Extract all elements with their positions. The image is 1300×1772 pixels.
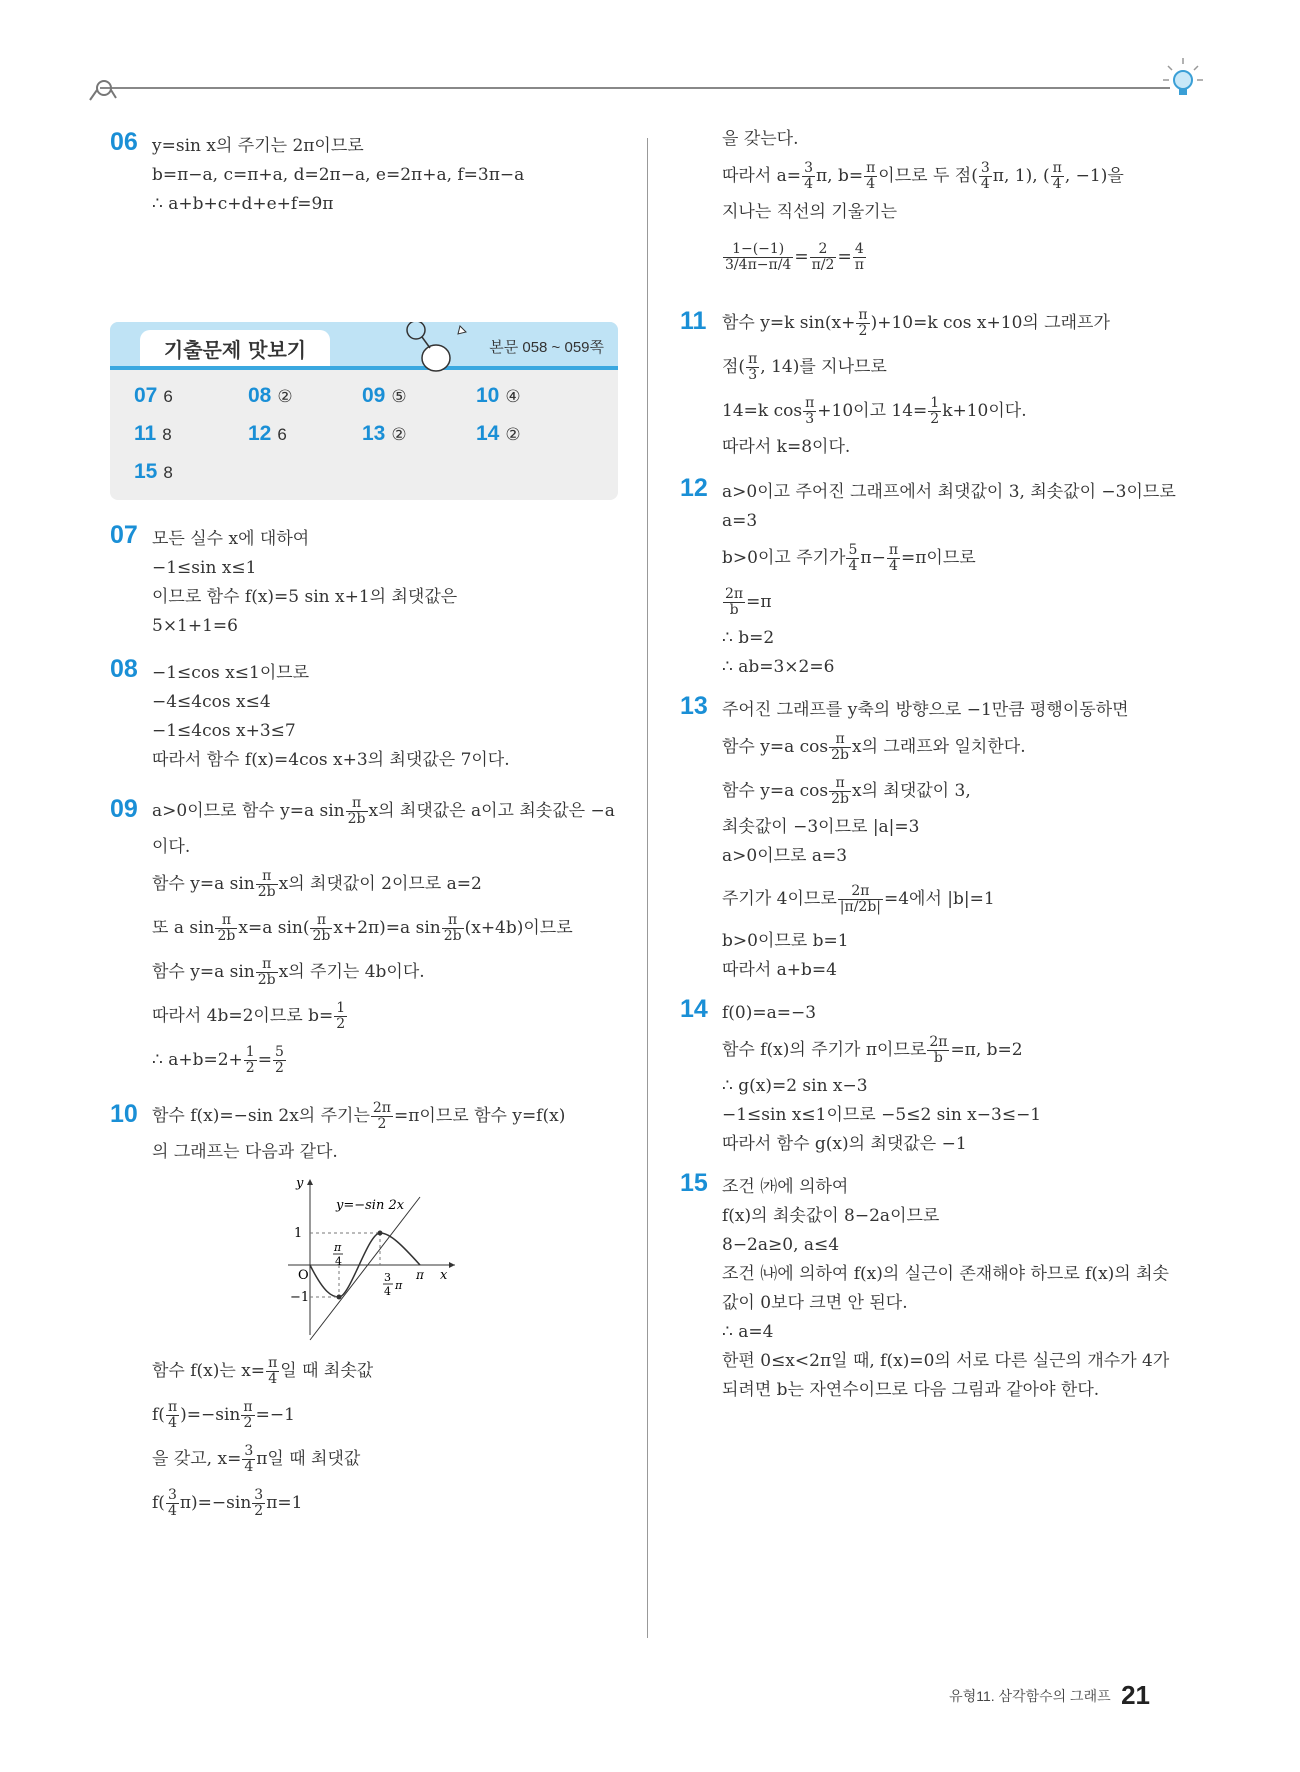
answer-item: 15 8	[134, 460, 173, 483]
answer-item: 09 ⑤	[362, 384, 407, 407]
tick-pi: π	[416, 1268, 424, 1282]
solution-line: 함수 f(x)의 주기가 π이므로 $\frac{2\pi}{b}$ =π, b=2	[722, 1034, 1023, 1066]
solution-line: a>0이고 주어진 그래프에서 최댓값이 3, 최솟값이 −3이므로	[722, 482, 1176, 502]
solution-line: ∴ ab=3×2=6	[722, 657, 835, 677]
solution-line: ∴ b=2	[722, 628, 775, 648]
problem-08	[110, 655, 620, 775]
solution-line: 또 a sin $\frac{\pi}{2b}$ x=a sin( $\frac{\pi}{2b}$ x+2π)=a sin $\frac{\pi}{2b}$ (x+4b)이므로	[152, 912, 573, 944]
point-min	[337, 1295, 342, 1300]
problem-number: 13	[680, 692, 708, 720]
answer-box-title: 기출문제 맛보기	[140, 330, 330, 368]
solution-line: 이다.	[152, 837, 191, 857]
problem-09	[110, 789, 620, 1082]
solution-line: a=3	[722, 511, 758, 531]
ribbon-icon	[90, 81, 116, 100]
problem-13	[680, 692, 1200, 985]
solution-line: 따라서 4b=2이므로 b= $\frac{1}{2}$	[152, 1000, 346, 1032]
solution-line: 5×1+1=6	[152, 616, 238, 636]
y-axis-arrow	[307, 1179, 313, 1185]
answer-item: 12 6	[248, 422, 287, 445]
solution-line: b=π−a, c=π+a, d=2π−a, e=2π+a, f=3π−a	[152, 165, 525, 185]
solution-line: 함수 y=k sin(x+ $\frac{\pi}{2}$ )+10=k cos x+10의 그래프가	[722, 307, 1110, 339]
problem-number: 08	[110, 655, 138, 683]
solution-line: 을 갖는다.	[722, 129, 799, 149]
solution-line: b>0이므로 b=1	[722, 931, 849, 951]
tick-y-1: 1	[294, 1226, 303, 1241]
problem-06	[110, 128, 620, 231]
answer-item: 10 ④	[476, 384, 521, 407]
solution-line: 함수 y=a cos $\frac{\pi}{2b}$ x의 최댓값이 3,	[722, 775, 971, 807]
solution-line: 함수 f(x)는 x= $\frac{\pi}{4}$ 일 때 최솟값	[152, 1355, 374, 1387]
answer-item: 08 ②	[248, 384, 293, 407]
solution-line: 함수 y=a sin $\frac{\pi}{2b}$ x의 최댓값이 2이므로 a=2	[152, 868, 482, 900]
problem-number: 09	[110, 795, 138, 823]
problem-number: 07	[110, 521, 138, 549]
column-divider	[647, 138, 648, 1638]
solution-line: 따라서 함수 f(x)=4cos x+3의 최댓값은 7이다.	[152, 750, 510, 770]
x-axis-arrow	[449, 1262, 455, 1268]
curve-label: y=−sin 2x	[336, 1198, 405, 1213]
answer-box	[110, 322, 618, 500]
problem-number: 15	[680, 1169, 708, 1197]
solution-line: f( $\frac{3}{4}$ π)=−sin $\frac{3}{2}$ π=1	[152, 1487, 303, 1519]
solution-line: 한편 0≤x<2π일 때, f(x)=0의 서로 다른 실근의 개수가 4가	[722, 1351, 1170, 1371]
tick-3pi4-den: 4	[384, 1285, 391, 1298]
solution-line: 따라서 함수 g(x)의 최댓값은 −1	[722, 1134, 967, 1154]
point-max	[378, 1231, 383, 1236]
solution-line: 주기가 4이므로 $\frac{2\pi}{|\pi/2b|}$ =4에서 |b|=1	[722, 883, 995, 915]
solution-line: −1≤sin x≤1	[152, 558, 257, 578]
left-column	[110, 521, 620, 1537]
x-axis-label: x	[440, 1268, 448, 1283]
page-footer	[949, 1680, 1150, 1711]
solution-line: −1≤cos x≤1이므로	[152, 663, 310, 683]
problem-15	[680, 1169, 1200, 1405]
solution-line: 지나는 직선의 기울기는	[722, 202, 898, 222]
solution-line: 되려면 b는 자연수이므로 다음 그림과 같아야 한다.	[722, 1380, 1100, 1400]
solution-line: −1≤sin x≤1이므로 −5≤2 sin x−3≤−1	[722, 1105, 1042, 1125]
solution-line: f(x)의 최솟값이 8−2a이므로	[722, 1206, 940, 1226]
solution-line: 함수 y=a sin $\frac{\pi}{2b}$ x의 주기는 4b이다.	[152, 956, 425, 988]
answer-box-bar	[110, 366, 618, 370]
slope-equation: $\frac{1-(-1)}{3/4\pi-\pi/4}$ = $\frac{2}{\pi/2}$ = $\frac{4}{\pi}$	[725, 241, 864, 273]
solution-line: 의 그래프는 다음과 같다.	[152, 1142, 338, 1162]
tick-y-neg1: −1	[290, 1290, 310, 1305]
solution-line: 점( $\frac{\pi}{3}$ , 14)를 지나므로	[722, 351, 887, 383]
tick-3pi4-pi: π	[395, 1279, 403, 1292]
solution-line: ∴ g(x)=2 sin x−3	[722, 1076, 868, 1096]
problem-14	[680, 995, 1200, 1159]
solution-line: ∴ a+b+c+d+e+f=9π	[152, 194, 334, 214]
solution-line: 주어진 그래프를 y축의 방향으로 −1만큼 평행이동하면	[722, 700, 1129, 720]
answer-item: 14 ②	[476, 422, 521, 445]
problem-number: 06	[110, 128, 138, 156]
solution-line: 따라서 a= $\frac{3}{4}$ π, b= $\frac{\pi}{4}$ 이므로 두 점( $\frac{3}{4}$ π, 1), ( $\frac{\pi}{4}$ , −1)을	[722, 160, 1124, 192]
right-column	[680, 125, 1200, 1417]
solution-line: a>0이므로 a=3	[722, 846, 848, 866]
solution-line: 함수 f(x)=−sin 2x의 주기는 $\frac{2\pi}{2}$ =π이므로 함수 y=f(x)	[152, 1100, 566, 1132]
solution-line: 함수 y=a cos $\frac{\pi}{2b}$ x의 그래프와 일치한다.	[722, 731, 1026, 763]
problem-number: 14	[680, 995, 708, 1023]
lightbulb-icon	[1163, 58, 1203, 95]
page-number: 21	[1121, 1680, 1150, 1710]
solution-line: 조건 ㈏에 의하여 f(x)의 실근이 존재해야 하므로 f(x)의 최솟	[722, 1264, 1169, 1284]
solution-line: 값이 0보다 크면 안 된다.	[722, 1293, 908, 1313]
tick-pi4-num: π	[334, 1241, 342, 1254]
problem-number: 11	[680, 307, 707, 335]
solution-line: ∴ a+b=2+ $\frac{1}{2}$ = $\frac{5}{2}$	[152, 1044, 284, 1076]
solution-line: 모든 실수 x에 대하여	[152, 529, 310, 549]
problem-number: 12	[680, 474, 708, 502]
problem-11	[680, 301, 1200, 462]
answer-item: 07 6	[134, 384, 173, 407]
solution-line: a>0이므로 함수 y=a sin $\frac{\pi}{2b}$ x의 최댓값은 a이고 최솟값은 −a	[152, 795, 615, 827]
badminton-cat-icon	[402, 322, 482, 378]
solution-line: 이므로 함수 f(x)=5 sin x+1의 최댓값은	[152, 587, 458, 607]
solution-line: 따라서 a+b=4	[722, 960, 837, 980]
solution-line: −4≤4cos x≤4	[152, 692, 271, 712]
solution-line: 8−2a≥0, a≤4	[722, 1235, 840, 1255]
chapter-title: 유형11. 삼각함수의 그래프	[949, 1687, 1111, 1704]
answer-item: 13 ②	[362, 422, 407, 445]
solution-line: b>0이고 주기가 $\frac{5}{4}$ π− $\frac{\pi}{4}$ =π이므로	[722, 542, 976, 574]
solution-line: $\frac{2\pi}{b}$ =π	[725, 586, 772, 618]
solution-line: 을 갖고, x= $\frac{3}{4}$ π일 때 최댓값	[152, 1443, 361, 1475]
solution-line: 조건 ㈎에 의하여	[722, 1177, 849, 1197]
solution-line: 14=k cos $\frac{\pi}{3}$ +10이고 14= $\frac{1}{2}$ k+10이다.	[722, 395, 1027, 427]
solution-line: f( $\frac{\pi}{4}$ )=−sin $\frac{\pi}{2}$ =−1	[152, 1399, 295, 1431]
problem-10	[110, 1094, 620, 1525]
problem-10-continued	[680, 125, 1200, 287]
tick-3pi4-num: 3	[384, 1271, 391, 1284]
secant-line	[310, 1197, 420, 1340]
top-decoration	[0, 0, 1300, 110]
y-axis-label: y	[296, 1176, 304, 1191]
solution-line: f(0)=a=−3	[722, 1003, 817, 1023]
solution-line: 최솟값이 −3이므로 |a|=3	[722, 817, 920, 837]
solution-line: 따라서 k=8이다.	[722, 437, 851, 457]
origin-label: O	[298, 1268, 309, 1283]
answer-item: 11 8	[134, 422, 172, 445]
answer-box-page-ref: 본문 058 ~ 059쪽	[489, 339, 604, 356]
problem-12	[680, 474, 1200, 682]
solution-line: −1≤4cos x+3≤7	[152, 721, 296, 741]
solution-line: ∴ a=4	[722, 1322, 774, 1342]
sine-graph	[280, 1175, 580, 1345]
problem-number: 10	[110, 1100, 138, 1128]
tick-pi4-den: 4	[335, 1255, 342, 1268]
problem-07	[110, 521, 620, 641]
solution-line: y=sin x의 주기는 2π이므로	[152, 136, 364, 156]
